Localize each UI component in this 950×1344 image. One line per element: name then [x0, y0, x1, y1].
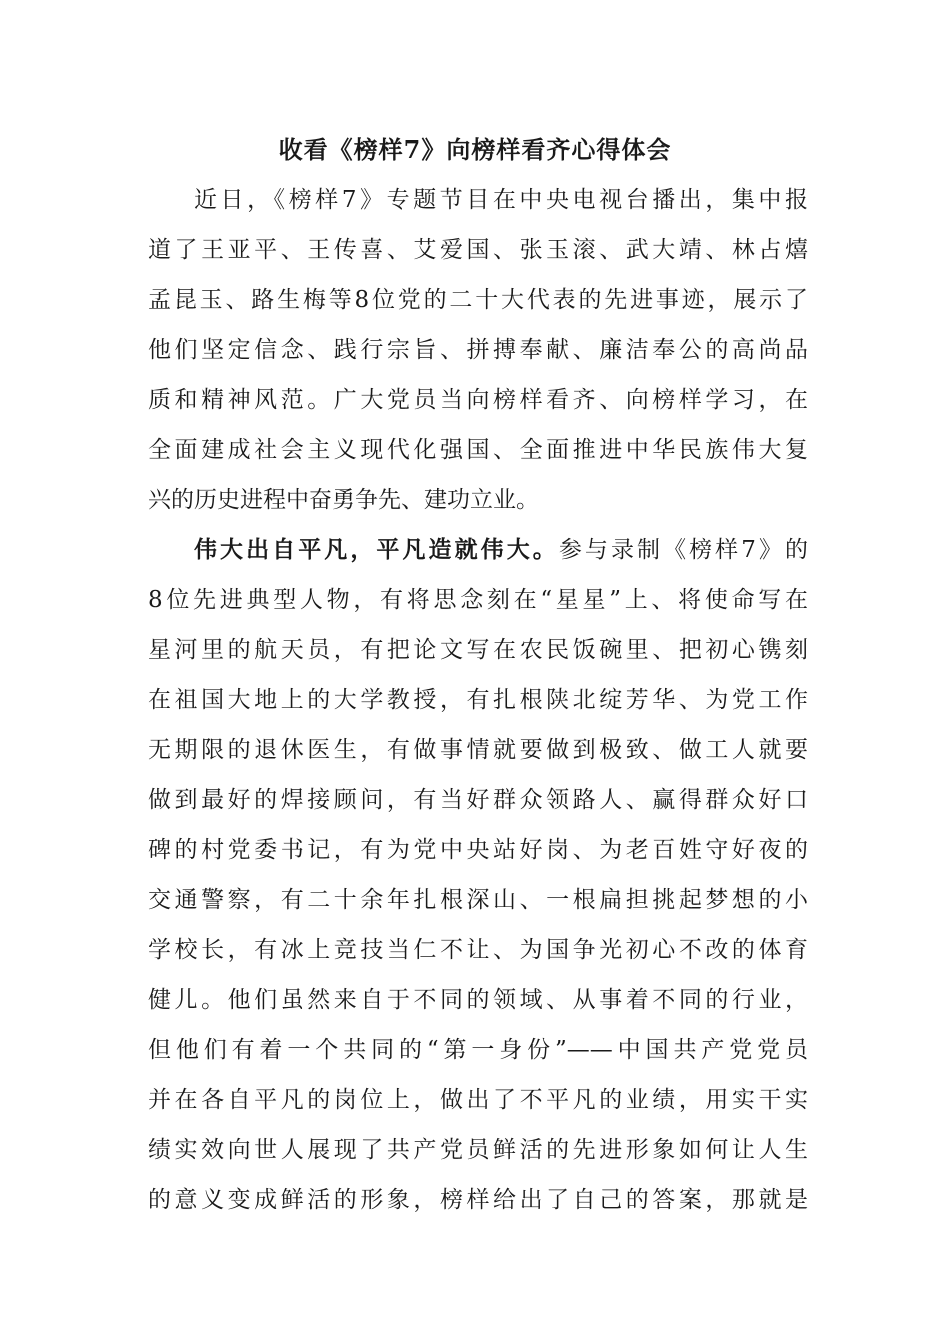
paragraph-text: 参与录制《榜样7》的 [558, 537, 808, 563]
paragraph-first-line [194, 530, 808, 570]
paragraph-line: 8位先进典型人物，有将思念刻在“星星”上、将使命写在 [148, 587, 808, 613]
paragraph-line: 质和精神风范。广大党员当向榜样看齐、向榜样学习，在 [148, 387, 808, 413]
paragraph-line: 星河里的航天员，有把论文写在农民饭碗里、把初心镌刻 [148, 637, 808, 663]
paragraph-line: 碑的村党委书记，有为党中央站好岗、为老百姓守好夜的 [148, 837, 808, 863]
paragraph-line: 但他们有着一个共同的“第一身份”——中国共产党党员 [148, 1037, 808, 1063]
paragraph-line: 无期限的退休医生，有做事情就要做到极致、做工人就要 [148, 737, 808, 763]
paragraph-line: 做到最好的焊接顾问，有当好群众领路人、赢得群众好口 [148, 787, 808, 813]
paragraph-line: 健儿。他们虽然来自于不同的领域、从事着不同的行业， [148, 987, 808, 1013]
paragraph-line: 学校长，有冰上竞技当仁不让、为国争光初心不改的体育 [148, 937, 808, 963]
paragraph-line: 的意义变成鲜活的形象，榜样给出了自己的答案，那就是 [148, 1187, 808, 1213]
paragraph-line: 道了王亚平、王传喜、艾爱国、张玉滚、武大靖、林占熺 [148, 237, 808, 263]
paragraph-line: 孟昆玉、路生梅等8位党的二十大代表的先进事迹，展示了 [148, 287, 808, 313]
document-title: 收看《榜样7》向榜样看齐心得体会 [278, 135, 672, 164]
paragraph-line: 在祖国大地上的大学教授，有扎根陕北绽芳华、为党工作 [148, 687, 808, 713]
paragraph-line: 兴的历史进程中奋勇争先、建功立业。 [148, 487, 539, 513]
paragraph-heading: 伟大出自平凡，平凡造就伟大。 [194, 536, 559, 563]
paragraph-line: 交通警察，有二十余年扎根深山、一根扁担挑起梦想的小 [148, 887, 808, 913]
paragraph-line: 绩实效向世人展现了共产党员鲜活的先进形象如何让人生 [148, 1137, 808, 1163]
paragraph-line: 他们坚定信念、践行宗旨、拼搏奉献、廉洁奉公的高尚品 [148, 337, 808, 363]
paragraph-line: 全面建成社会主义现代化强国、全面推进中华民族伟大复 [148, 437, 808, 463]
paragraph-line: 近日，《榜样7》专题节目在中央电视台播出，集中报 [194, 187, 808, 213]
paragraph-line: 并在各自平凡的岗位上，做出了不平凡的业绩，用实干实 [148, 1087, 808, 1113]
